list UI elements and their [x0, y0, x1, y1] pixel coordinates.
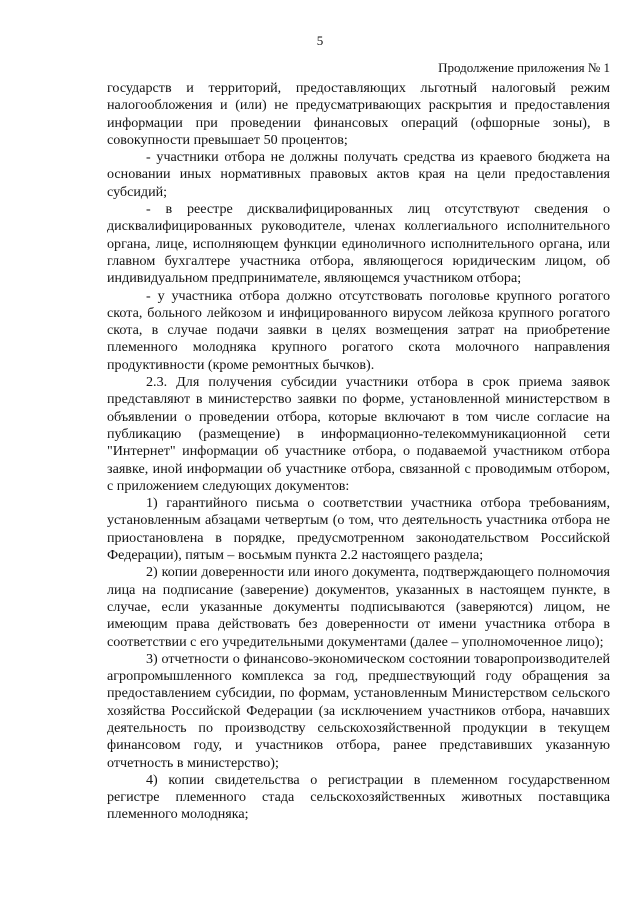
paragraph-2-3: 2.3. Для получения субсидии участники отбора в срок приема заявок представляют в министерство заявки по форме, установленной министерством в объявлении о проведении отбора, которые включают в том числе согласие на публикацию (размещение) в информационно-телекоммуникационной сети "Интернет" информации об участнике отбора, о подаваемой участником отбора заявке, иной информации об участнике отбора, связанной с проводимым отбором, с приложением следующих документов:: [107, 374, 610, 494]
paragraph-item-1: 1) гарантийного письма о соответствии участника отбора требованиям, установленным абзацами четвертым (о том, что деятельность участника отбора не приостановлена в порядке, предусмотренном законодательством Российской Федерации), пятым – восьмым пункта 2.2 настоящего раздела;: [107, 495, 610, 564]
paragraph-item-3: 3) отчетности о финансово-экономическом состоянии товаропроизводителей агропромышленного комплекса за год, предшествующий году обращения за предоставлением субсидии, по формам, установленным Министерством сельского хозяйства Российской Федерации (за исключением участников отбора, начавших деятельность по производству сельскохозяйственной продукции в текущем финансовом году, и участников отбора, ранее представивших указанную отчетность в министерство);: [107, 650, 610, 771]
paragraph-item-2: 2) копии доверенности или иного документа, подтверждающего полномочия лица на подписание (заверение) документов, указанных в настоящем пункте, в случае, если указанные документы подписываются (заверяются) лицом, не имеющим права действовать без доверенности от имени участника отбора в соответствии с его учредительными документами (далее – уполномоченное лицо);: [107, 564, 610, 650]
paragraph-disqualified-persons: - в реестре дисквалифицированных лиц отсутствуют сведения о дисквалифицированных руководителе, членах коллегиального исполнительного органа, лице, исполняющем функции единоличного исполнительного органа, или главном бухгалтере участника отбора, являющегося юридическим лицом, об индивидуальном предпринимателе, являющемся участником отбора;: [107, 201, 610, 287]
paragraph-item-4: 4) копии свидетельства о регистрации в племенном государственном регистре племенного стада сельскохозяйственных животных поставщика племенного молодняка;: [107, 771, 610, 823]
appendix-continuation-header: Продолжение приложения № 1: [438, 60, 610, 75]
paragraph-offshore-continuation: государств и территорий, предоставляющих льготный налоговый режим налогообложения и (или) не предусматривающих раскрытия и предоставления информации при проведении финансовых операций (офшорные зоны), в совокупности превышает 50 процентов;: [107, 80, 610, 148]
page-number: 5: [316, 33, 324, 48]
paragraph-leukosis: - у участника отбора должно отсутствовать поголовье крупного рогатого скота, больного лейкозом и инфицированного вирусом лейкоза крупного рогатого скота, в случае подачи заявки в целях возмещения затрат на приобретение племенного молодняка крупного рогатого скота молочного направления продуктивности (кроме ремонтных бычков).: [107, 287, 610, 373]
document-body: [107, 80, 610, 824]
paragraph-no-regional-budget-funds: - участники отбора не должны получать средства из краевого бюджета на основании иных нормативных правовых актов края на цели предоставления субсидий;: [107, 149, 610, 200]
